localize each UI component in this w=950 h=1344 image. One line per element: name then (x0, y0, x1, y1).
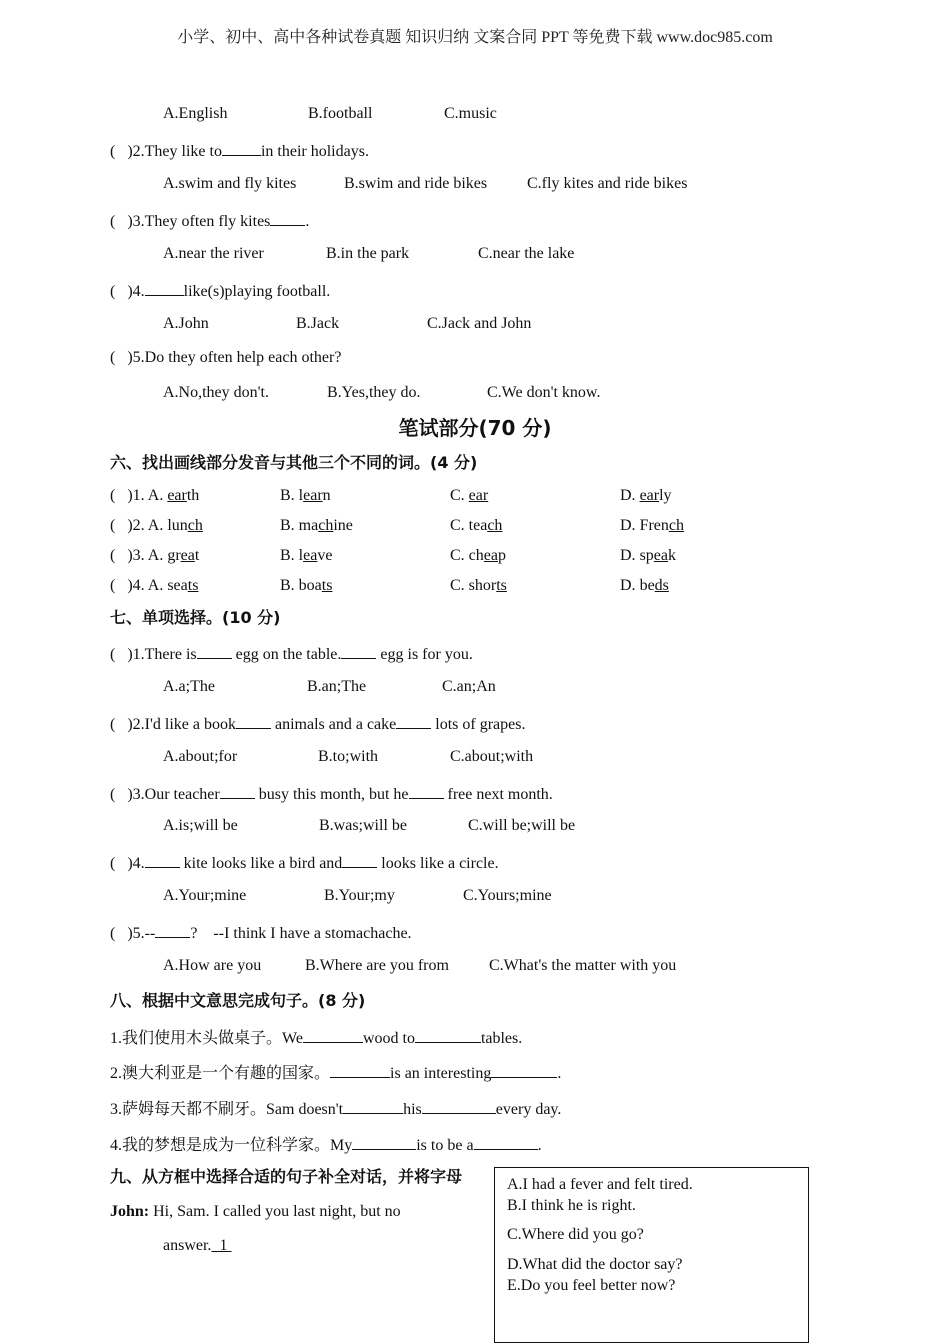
blank (330, 1063, 390, 1078)
phonics-option: B. machine (280, 517, 353, 534)
sentence: 1.我们使用木头做桌子。We wood to tables. (110, 1030, 523, 1047)
option: C.Jack and John (427, 315, 532, 332)
option: C.will be;will be (468, 817, 576, 834)
answer-paren: ( (110, 349, 116, 366)
section-title: 七、单项选择。(10 分) (110, 608, 281, 627)
dialogue-line: answer. 1 (163, 1238, 231, 1254)
option: A.about;for (163, 748, 238, 765)
question (110, 141, 369, 160)
phonics-option: C. teach (450, 517, 503, 534)
option: C.What's the matter with you (489, 957, 677, 974)
speaker: John: (110, 1203, 150, 1220)
blank (422, 1099, 496, 1114)
blank (145, 853, 180, 868)
option: B.an;The (307, 678, 367, 695)
box-option: E.Do you feel better now? (507, 1277, 676, 1294)
phonics-row: ( )1. A. earth (110, 487, 200, 504)
option: C.music (444, 105, 497, 122)
phonics-option: C. cheap (450, 547, 506, 564)
question-text: in their holidays. (260, 143, 369, 160)
phonics-option: B. boats (280, 577, 333, 594)
blank (341, 644, 376, 659)
option: A.swim and fly kites (163, 175, 297, 192)
blank (145, 281, 184, 296)
box-option: B.I think he is right. (507, 1197, 636, 1214)
section-heading: 笔试部分(70 分) (398, 416, 552, 440)
blank (415, 1028, 481, 1043)
blank (197, 644, 232, 659)
section-title: 八、根据中文意思完成句子。(8 分) (110, 991, 366, 1010)
option: B.Your;my (324, 887, 395, 904)
option: A.is;will be (163, 817, 238, 834)
question: ( )4. kite looks like a bird and looks like a circle. (110, 855, 499, 872)
box-option: D.What did the doctor say? (507, 1256, 683, 1273)
option: A.a;The (163, 678, 215, 695)
option: B.was;will be (319, 817, 407, 834)
question-text: like(s)playing football. (183, 283, 331, 300)
phonics-option: D. speak (620, 547, 676, 564)
option: A.Your;mine (163, 887, 247, 904)
answer-paren: ( (110, 283, 116, 300)
blank (303, 1028, 363, 1043)
option: C.Yours;mine (463, 887, 552, 904)
phonics-option: C. shorts (450, 577, 507, 594)
box-option: A.I had a fever and felt tired. (507, 1176, 693, 1193)
question (110, 281, 330, 300)
phonics-option: D. beds (620, 577, 669, 594)
blank (491, 1063, 557, 1078)
option: B.Where are you from (305, 957, 449, 974)
option: A.No,they don't. (163, 384, 269, 401)
option: B.football (308, 105, 373, 122)
question-text: )2.They like to (127, 143, 222, 160)
sentence: 3.萨姆每天都不刷牙。Sam doesn't his every day. (110, 1101, 562, 1118)
option: A.How are you (163, 957, 262, 974)
option: B.Yes,they do. (327, 384, 421, 401)
phonics-option: B. learn (280, 487, 331, 504)
question: ( )3.Our teacher busy this month, but he free next month. (110, 786, 553, 803)
question: ( )5.-- ? --I think I have a stomachache. (110, 925, 412, 942)
blank (343, 1099, 403, 1114)
option: B.Jack (296, 315, 340, 332)
blank (409, 784, 444, 799)
section-title: 九、从方框中选择合适的句子补全对话，并将字母 (110, 1167, 463, 1186)
question: ( )1.There is egg on the table. egg is for you. (110, 646, 473, 663)
question: ( )2.I'd like a book animals and a cake lots of grapes. (110, 716, 526, 733)
phonics-option: B. leave (280, 547, 333, 564)
blank (474, 1135, 538, 1150)
option: B.in the park (326, 245, 410, 262)
question (110, 350, 341, 366)
box-option: C.Where did you go? (507, 1226, 644, 1243)
option: A.English (163, 105, 228, 122)
question-text: )5.Do they often help each other? (127, 349, 342, 366)
phonics-option: D. French (620, 517, 684, 534)
blank (396, 714, 431, 729)
phonics-row: ( )3. A. great (110, 547, 200, 564)
question-text: )3.They often fly kites (127, 213, 271, 230)
phonics-option: C. ear (450, 487, 489, 504)
question-text: )4. (127, 283, 145, 300)
option: C.an;An (442, 678, 496, 695)
option: C.fly kites and ride bikes (527, 175, 688, 192)
phonics-option: D. early (620, 487, 672, 504)
phonics-row: ( )4. A. seats (110, 577, 199, 594)
blank (352, 1135, 416, 1150)
dialogue-line: John: Hi, Sam. I called you last night, but no (110, 1203, 401, 1220)
blank (270, 211, 305, 226)
blank (236, 714, 271, 729)
options-box (494, 1167, 809, 1343)
answer-paren: ( (110, 213, 116, 230)
phonics-row: ( )2. A. lunch (110, 517, 203, 534)
sentence: 2.澳大利亚是一个有趣的国家。 is an interesting . (110, 1065, 562, 1082)
option: A.near the river (163, 245, 264, 262)
question (110, 211, 309, 230)
sentence: 4.我的梦想是成为一位科学家。My is to be a . (110, 1137, 542, 1154)
blank (222, 141, 261, 156)
option: C.We don't know. (487, 384, 601, 401)
option: B.to;with (318, 748, 379, 765)
blank (155, 923, 190, 938)
option: C.about;with (450, 748, 534, 765)
option: B.swim and ride bikes (344, 175, 488, 192)
blank (342, 853, 377, 868)
blank-number: 1 (219, 1237, 228, 1254)
page-header: 小学、初中、高中各种试卷真题 知识归纳 文案合同 PPT 等免费下载 www.doc985.com (177, 29, 773, 46)
answer-paren: ( (110, 143, 116, 160)
option: A.John (163, 315, 209, 332)
option: C.near the lake (478, 245, 575, 262)
question-text: . (305, 213, 310, 230)
blank (220, 784, 255, 799)
section-title: 六、找出画线部分发音与其他三个不同的词。(4 分) (110, 453, 478, 472)
